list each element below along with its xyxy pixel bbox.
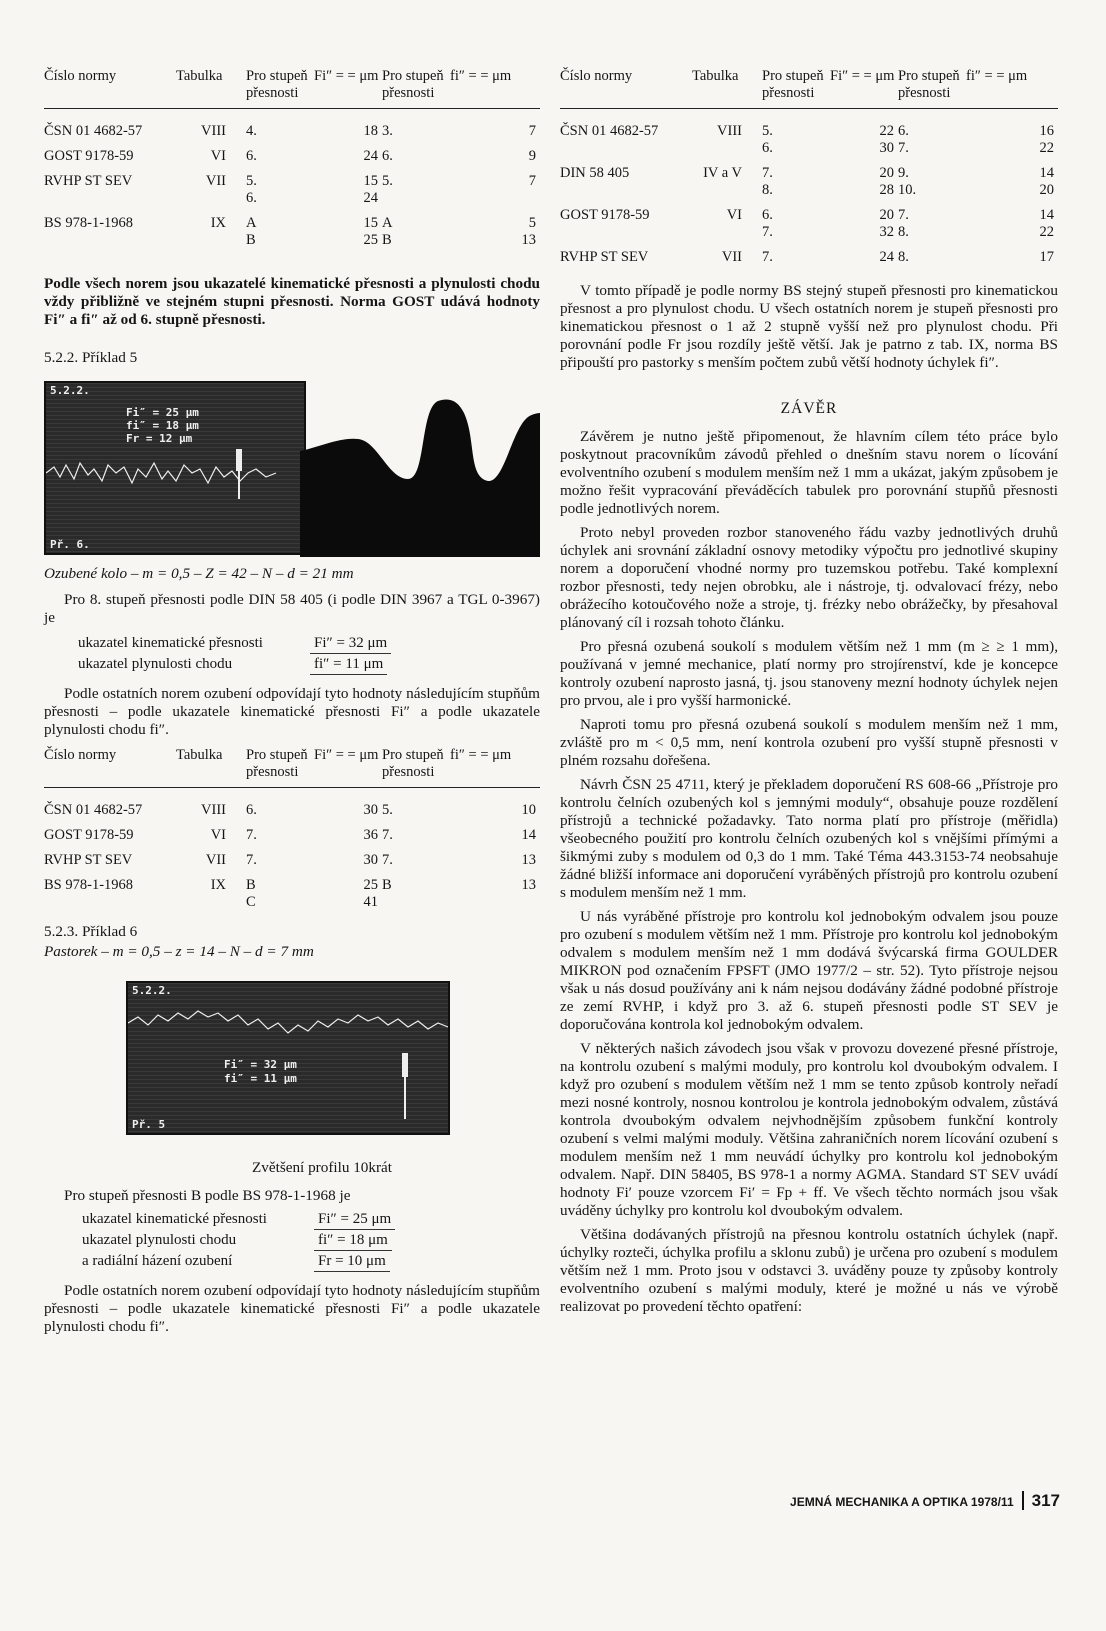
table-1-body	[44, 109, 540, 258]
table-cell: 7.	[762, 249, 773, 265]
table-cell: VIII	[201, 123, 226, 139]
section-heading: 5.2.3. Příklad 6	[44, 923, 138, 940]
col-pro2: Pro stupeň přesnosti	[382, 68, 450, 109]
table-cell: 5.	[382, 802, 393, 818]
col-fi2: fi″ = = μm	[966, 68, 1058, 109]
graph-label: fi″ = 11 μm	[224, 1072, 297, 1085]
table-row	[560, 207, 1058, 249]
indicator-label: ukazatel plynulosti chodu	[82, 1232, 237, 1248]
indicator-value: fi″ = 18 μm	[314, 1230, 392, 1251]
table-row	[44, 852, 540, 877]
table-cell: IV a V	[703, 165, 742, 181]
table-cell: 6. 7.	[898, 123, 909, 156]
graph-tag: 5.2.2.	[50, 384, 90, 397]
table-row	[44, 215, 540, 257]
paragraph: Pro přesná ozubená soukolí s modulem větším než 1 mm (m ≥ ≥ 1 mm), používaná v jemné mechanice, platí normy pro strojírenství, kde je koncepce kontroly ozubení naprosto jasná, tj. jsou stanoveny mezní hodnoty úchylek nejen pro prvou, ale i pro vyšší harmonické.	[560, 638, 1058, 709]
gear-silhouette-icon	[300, 399, 540, 557]
table-cell: ČSN 01 4682-57	[44, 123, 143, 139]
table-cell: 17	[1039, 249, 1054, 265]
graph-foot: Př. 6.	[50, 538, 90, 551]
table-cell: VII	[205, 173, 226, 189]
indicator-row	[82, 1209, 540, 1230]
table-row	[560, 249, 1058, 274]
paragraph: Naproti tomu pro přesná ozubená soukolí s modulem menším než 1 mm, zvláště pro m < 0,5 mm, není kontrola ozubení pro vyšší stupně přesnosti v plném rozsahu dořešena.	[560, 716, 1058, 769]
col-pro1: Pro stupeň přesnosti	[246, 747, 314, 788]
left-column	[44, 68, 540, 1342]
table-cell: A B	[382, 215, 393, 248]
table-cell: B C	[246, 877, 256, 910]
table-cell: 14	[521, 827, 536, 843]
table-cell: 15 25	[363, 215, 378, 248]
col-fi1: Fi″ = = μm	[314, 68, 382, 109]
table-3	[560, 68, 1058, 274]
table-row	[560, 165, 1058, 207]
col-tabulka: Tabulka	[692, 68, 762, 109]
table-cell: 3.	[382, 123, 393, 139]
table-cell: 20 32	[879, 207, 894, 240]
table-cell: 7	[528, 173, 536, 189]
table-cell: 7. 8.	[898, 207, 909, 240]
paragraph: Většina dodávaných přístrojů na přesnou kontrolu ostatních úchylek (např. úchylky rozteči, úchylka profilu a sklonu zubů) je určena pro ozubení s modulem větším než 1 mm. Proto jsou v odstavci 3. uváděny pouze ty způsoby kontroly evolventního ozubení s malými moduly, které je možné u nás ve výrobě realizovat po provedení těchto opatření:	[560, 1226, 1058, 1315]
table-row	[44, 109, 540, 149]
table-cell: RVHP ST SEV	[44, 852, 133, 868]
table-cell: 7. 8.	[762, 165, 773, 198]
marker-icon	[396, 1051, 416, 1121]
table-row	[44, 148, 540, 173]
paragraph: Pro 8. stupeň přesnosti podle DIN 58 405 (i podle DIN 3967 a TGL 0-3967) je	[44, 591, 540, 626]
table-cell: 9	[528, 148, 536, 164]
col-pro1: Pro stupeň přesnosti	[762, 68, 830, 109]
indicator-label: a radiální házení ozubení	[82, 1253, 233, 1269]
col-pro1: Pro stupeň přesnosti	[246, 68, 314, 109]
trace-icon	[128, 995, 448, 1045]
table-cell: 8.	[898, 249, 909, 265]
table-cell: 6.	[246, 802, 257, 818]
table-cell: 6.	[382, 148, 393, 164]
graph-label: fi″ = 18 μm	[126, 419, 199, 432]
col-fi2: fi″ = = μm	[450, 747, 540, 788]
indicator-list	[82, 1209, 540, 1272]
page-number: 317	[1022, 1491, 1060, 1510]
paragraph: Podle všech norem jsou ukazatelé kinematické přesnosti a plynulosti chodu vždy přibližně ve stejném stupni přesnosti. Norma GOST udává hodnoty Fi″ a fi″ až od 6. stupně přesnosti.	[44, 275, 540, 328]
table-cell: GOST 9178-59	[560, 207, 650, 223]
table-cell: 10	[521, 802, 536, 818]
table-cell: RVHP ST SEV	[560, 249, 649, 265]
table-cell: GOST 9178-59	[44, 827, 134, 843]
indicator-value: Fi″ = 25 μm	[314, 1209, 395, 1230]
table-cell: VII	[721, 249, 742, 265]
table-cell: 13	[521, 877, 536, 893]
table-3-header	[560, 68, 1058, 109]
col-norm: Číslo normy	[44, 68, 176, 109]
table-cell: 20 28	[879, 165, 894, 198]
table-cell: 15 24	[363, 173, 378, 206]
table-cell: 7.	[246, 827, 257, 843]
section-heading: ZÁVĚR	[780, 400, 838, 417]
paragraph: Závěrem je nutno ještě připomenout, že hlavním cílem této práce bylo poskytnout pracovníkům závodů přehled o dnešním stavu norem o lícování evolventního ozubení s modulem menším než 1 mm a ukázat, jakým způsobem je možno řešit vypracování převáděcích tabulek pro porovnání stupňů přesnosti podle jednotlivých norem.	[560, 428, 1058, 517]
table-cell: 14 22	[1039, 207, 1054, 240]
table-cell: 7	[528, 123, 536, 139]
graph-label: Fi″ = 25 μm	[126, 406, 199, 419]
table-3-body	[560, 109, 1058, 275]
table-cell: 13	[521, 852, 536, 868]
table-cell: 16 22	[1039, 123, 1054, 156]
table-cell: VI	[726, 207, 742, 223]
table-cell: 9. 10.	[898, 165, 917, 198]
indicator-label: ukazatel kinematické přesnosti	[78, 635, 263, 651]
paragraph: V tomto případě je podle normy BS stejný stupeň přesnosti pro kinematickou přesnost a pro plynulost chodu. U všech ostatních norem je stupeň přesnosti pro kinematickou přesnost o 1 až 2 stupně vyšší než pro plynulost chodu. Při porovnání podle Fr jsou rozdíly ještě větší. Jak je patrno z tab. IX, norma BS připouští pro pastorky s menším počtem zubů větší hodnoty úchylek fi″.	[560, 282, 1058, 371]
table-cell: A B	[246, 215, 257, 248]
paragraph: V některých našich závodech jsou však v provozu dovezené přesné přístroje, na kontrolu ozubení s malými moduly, pro kontrolu kol dvoubokým odvalem. I když pro ozubení s modulem větším než 1 mm se tento způsob kontroly neřadí mezi nosné kontroly, nosnou kontrolou je kontrola jednobokým odvalem, zůstává kontrola dvoubokým odvalem nejvhodnějším způsobem funkční kontroly ozubení s velmi malými moduly. Většina zahraničních norem lícování ozubení s modulem menším než 1 mm neuvádí úchylky pro kontrolu kol jednobokým odvalem. Např. DIN 58405, BS 978-1 a normy AGMA. Standard ST SEV uvádí hodnoty Fi′ pouze vzorcem Fi′ = Fp + ff. Ve všech těchto normách jsou však uváděny úchylky pro kontrolu kol dvoubokým odvalem.	[560, 1040, 1058, 1219]
page-footer	[720, 1492, 1060, 1511]
table-cell: VII	[205, 852, 226, 868]
table-cell: VI	[210, 148, 226, 164]
table-cell: 5. 6.	[246, 173, 257, 206]
section-heading: 5.2.2. Příklad 5	[44, 349, 138, 366]
table-row	[560, 109, 1058, 166]
table-cell: 14 20	[1039, 165, 1054, 198]
table-cell: 7.	[246, 852, 257, 868]
table-2-header	[44, 747, 540, 788]
graph-foot: Př. 5	[132, 1118, 166, 1131]
table-cell: IX	[210, 877, 226, 893]
table-cell: 6. 7.	[762, 207, 773, 240]
paragraph: U nás vyráběné přístroje pro kontrolu kol jednobokým odvalem jsou pouze pro ozubení s modulem větším než 1 mm. Přístroje pro kontrolu kol jednobokým odvalem s modulem menším než 1 mm dodává švýcarská firma GOULDER MIKRON pod označením FPSFT (JMO 1977/2 – str. 52). Tyto přístroje nejsou však u nás dosud používány ani k nám nejsou dodávány žádné podobné přístroje ze zemí RVHP, i když pro 3. až 6. stupeň přesnosti podle ST SEV je doporučována kontrola kol jednobokým odvalem.	[560, 908, 1058, 1033]
figure-caption: Ozubené kolo – m = 0,5 – Z = 42 – N – d = 21 mm	[44, 565, 354, 582]
table-1	[44, 68, 540, 257]
col-fi1: Fi″ = = μm	[830, 68, 898, 109]
paragraph: Pro stupeň přesnosti B podle BS 978-1-1968 je	[64, 1187, 351, 1204]
table-cell: DIN 58 405	[560, 165, 630, 181]
indicator-label: ukazatel plynulosti chodu	[78, 656, 233, 672]
indicator-label: ukazatel kinematické přesnosti	[82, 1211, 267, 1227]
journal-name: JEMNÁ MECHANIKA A OPTIKA 1978/11	[790, 1495, 1014, 1509]
profile-graph-2	[126, 981, 450, 1135]
col-tabulka: Tabulka	[176, 68, 246, 109]
col-norm: Číslo normy	[44, 747, 176, 788]
col-pro2: Pro stupeň přesnosti	[898, 68, 966, 109]
col-pro2: Pro stupeň přesnosti	[382, 747, 450, 788]
table-cell: 7.	[382, 827, 393, 843]
table-cell: ČSN 01 4682-57	[44, 802, 143, 818]
indicator-row	[82, 1230, 540, 1251]
table-2-body	[44, 788, 540, 920]
col-fi1: Fi″ = = μm	[314, 747, 382, 788]
table-cell: 30	[363, 802, 378, 818]
table-cell: VI	[210, 827, 226, 843]
table-cell: 5 13	[521, 215, 536, 248]
table-cell: ČSN 01 4682-57	[560, 123, 659, 139]
table-cell: 25 41	[363, 877, 378, 910]
table-cell: RVHP ST SEV	[44, 173, 133, 189]
indicator-value: Fr = 10 μm	[314, 1251, 390, 1272]
graph-tag: 5.2.2.	[132, 984, 172, 997]
trace-icon	[46, 443, 304, 503]
indicator-row	[82, 1251, 540, 1272]
table-row	[44, 877, 540, 919]
table-cell: 6.	[246, 148, 257, 164]
table-cell: VIII	[201, 802, 226, 818]
table-cell: BS 978-1-1968	[44, 215, 134, 231]
table-cell: 18	[363, 123, 378, 139]
figure-example-5	[44, 381, 540, 557]
indicator-value: Fi″ = 32 μm	[310, 633, 391, 654]
table-cell: 4.	[246, 123, 257, 139]
table-1-header	[44, 68, 540, 109]
figure-caption: Pastorek – m = 0,5 – z = 14 – N – d = 7 mm	[44, 943, 314, 960]
col-fi2: fi″ = = μm	[450, 68, 540, 109]
indicator-row	[78, 654, 540, 675]
graph-label: Fr = 12 μm	[126, 432, 193, 445]
table-cell: 36	[363, 827, 378, 843]
table-cell: 24	[363, 148, 378, 164]
table-row	[44, 827, 540, 852]
table-cell: IX	[210, 215, 226, 231]
profile-graph	[44, 381, 306, 555]
table-cell: VIII	[717, 123, 742, 139]
table-cell: B	[382, 877, 392, 893]
indicator-row	[78, 633, 540, 654]
indicator-value: fi″ = 11 μm	[310, 654, 387, 675]
col-norm: Číslo normy	[560, 68, 692, 109]
right-column	[560, 68, 1058, 1322]
paragraph: Podle ostatních norem ozubení odpovídají tyto hodnoty následujícím stupňům přesnosti – podle ukazatele kinematické přesnosti Fi″ a podle ukazatele plynulosti chodu fi″.	[44, 1282, 540, 1335]
figure-caption: Zvětšení profilu 10krát	[251, 1159, 393, 1176]
table-cell: 30	[363, 852, 378, 868]
graph-label: Fi″ = 32 μm	[224, 1058, 297, 1071]
indicator-list	[78, 633, 540, 675]
table-cell: 5. 6.	[762, 123, 773, 156]
table-cell: GOST 9178-59	[44, 148, 134, 164]
table-2	[44, 747, 540, 919]
paragraph: Proto nebyl proveden rozbor stanoveného řádu vazby jednotlivých druhů úchylek ani srovnání základní osnovy metodiky výpočtu pro jednotlivé skupiny norem a doporučení vhodné normy pro tuzemskou potřebu. Také komplexní rozbor přesnosti, tedy nejen obrobku, ale i nástroje, tj. odvalovací frézy, nebo obrážecího kotoučového nože a stroje, tj. frézky nebo obrážečky, by přesahoval plánovaný cíl i rozsah tohoto článku.	[560, 524, 1058, 631]
table-cell: BS 978-1-1968	[44, 877, 134, 893]
table-cell: 22 30	[879, 123, 894, 156]
table-cell: 7.	[382, 852, 393, 868]
paragraph: Návrh ČSN 25 4711, který je překladem doporučení RS 608-66 „Přístroje pro kontrolu čelních ozubených kol s jemnými moduly“, obsahuje pouze rozdělení přístrojů a technické požadavky. Tato norma platí pro přístroje (měřidla) všeobecného použití pro kontrolu čelních ozubených kol s vnějšími přímými a šikmými zuby s modulem od 0,3 do 1 mm. Také Téma 443.3153-74 neobsahuje žádné bližší informace ani doporučení vyráběných přístrojů pro kontrolu ozubení s modulem menším než 1 mm.	[560, 776, 1058, 901]
table-cell: 24	[879, 249, 894, 265]
table-cell: 5.	[382, 173, 393, 189]
paragraph: Podle ostatních norem ozubení odpovídají tyto hodnoty následujícím stupňům přesnosti – podle ukazatele kinematické přesnosti Fi″ a podle ukazatele plynulosti chodu fi″.	[44, 685, 540, 738]
table-row	[44, 788, 540, 828]
table-row	[44, 173, 540, 215]
col-tabulka: Tabulka	[176, 747, 246, 788]
